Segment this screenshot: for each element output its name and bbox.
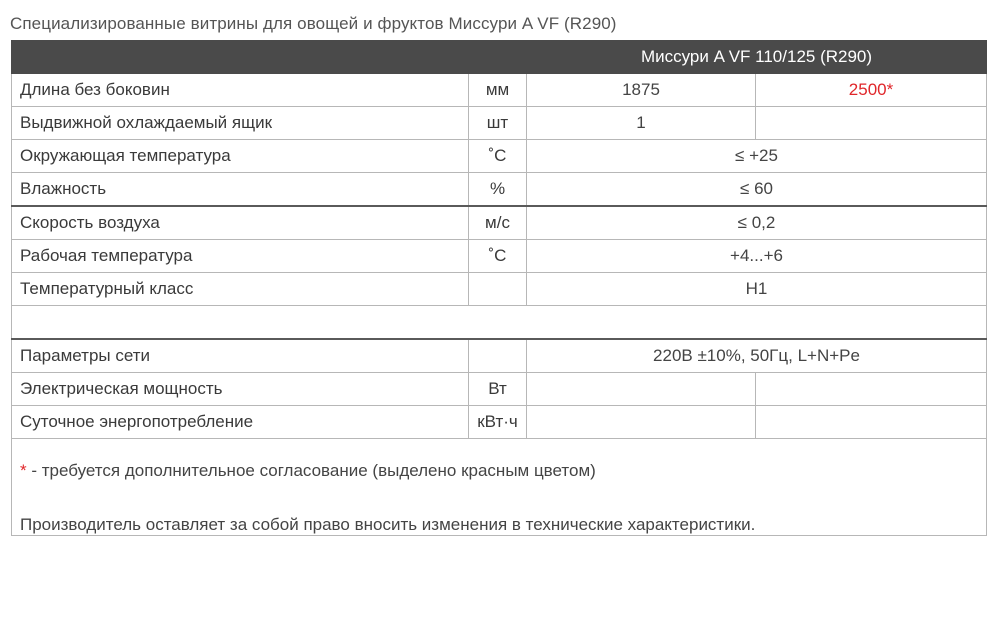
param-unit bbox=[469, 339, 527, 373]
param-unit: Вт bbox=[469, 373, 527, 406]
param-value: ≤ 0,2 bbox=[527, 206, 987, 240]
page-title: Специализированные витрины для овощей и фруктов Миссури A VF (R290) bbox=[10, 14, 617, 33]
asterisk-mark: * bbox=[20, 461, 27, 480]
param-unit: % bbox=[469, 173, 527, 207]
param-value: ≤ +25 bbox=[527, 140, 987, 173]
param-name: Рабочая температура bbox=[12, 240, 469, 273]
param-value: 1 bbox=[527, 107, 756, 140]
param-value: 220В ±10%, 50Гц, L+N+Pe bbox=[527, 339, 987, 373]
param-name: Параметры сети bbox=[12, 339, 469, 373]
param-unit: кВт·ч bbox=[469, 406, 527, 439]
param-unit: м/с bbox=[469, 206, 527, 240]
param-name: Окружающая температура bbox=[12, 140, 469, 173]
notes-cell bbox=[12, 439, 987, 536]
spacer-cell bbox=[12, 306, 987, 340]
param-name: Длина без боковин bbox=[12, 74, 469, 107]
param-name: Температурный класс bbox=[12, 273, 469, 306]
param-name: Влажность bbox=[12, 173, 469, 207]
table-row bbox=[12, 240, 987, 273]
table-row bbox=[12, 406, 987, 439]
table-row bbox=[12, 173, 987, 207]
param-name: Суточное энергопотребление bbox=[12, 406, 469, 439]
table-row bbox=[12, 273, 987, 306]
spec-table bbox=[11, 40, 987, 536]
param-unit: ˚С bbox=[469, 140, 527, 173]
note-approval-text: - требуется дополнительное согласование (выделено красным цветом) bbox=[26, 461, 596, 480]
param-unit bbox=[469, 273, 527, 306]
param-value bbox=[527, 373, 756, 406]
param-unit: ˚С bbox=[469, 240, 527, 273]
param-unit: мм bbox=[469, 74, 527, 107]
param-value: ≤ 60 bbox=[527, 173, 987, 207]
param-value: +4...+6 bbox=[527, 240, 987, 273]
table-header-row bbox=[12, 41, 987, 74]
table-row bbox=[12, 373, 987, 406]
table-row bbox=[12, 140, 987, 173]
param-name: Скорость воздуха bbox=[12, 206, 469, 240]
param-value bbox=[527, 406, 756, 439]
table-row bbox=[12, 107, 987, 140]
header-blank-cell bbox=[12, 41, 527, 74]
param-value bbox=[756, 406, 987, 439]
param-name: Выдвижной охлаждаемый ящик bbox=[12, 107, 469, 140]
notes-row bbox=[12, 439, 987, 536]
param-value: 1875 bbox=[527, 74, 756, 107]
param-name: Электрическая мощность bbox=[12, 373, 469, 406]
param-value bbox=[756, 107, 987, 140]
note-approval bbox=[20, 461, 978, 481]
param-unit: шт bbox=[469, 107, 527, 140]
header-model: Миссури A VF 110/125 (R290) bbox=[527, 41, 987, 74]
table-row bbox=[12, 74, 987, 107]
spacer-row bbox=[12, 306, 987, 340]
param-value bbox=[756, 373, 987, 406]
table-row bbox=[12, 206, 987, 240]
param-value-red: 2500* bbox=[756, 74, 987, 107]
table-row bbox=[12, 339, 987, 373]
param-value: Н1 bbox=[527, 273, 987, 306]
note-manufacturer: Производитель оставляет за собой право вносить изменения в технические характеристики. bbox=[20, 515, 756, 534]
